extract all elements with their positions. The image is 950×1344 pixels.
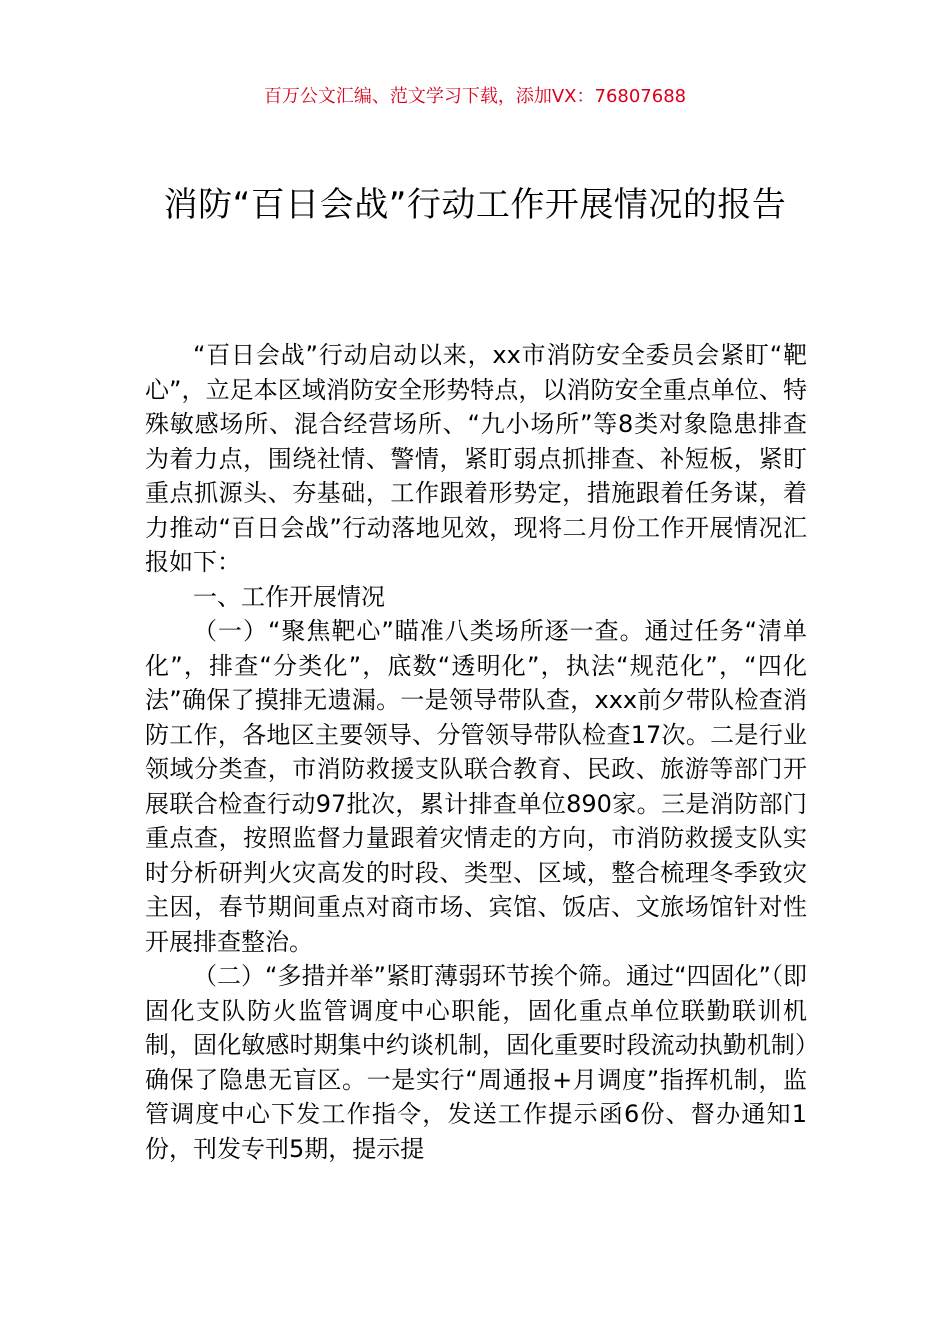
document-body [145, 338, 807, 1166]
paragraph-item-1: （一）“聚焦靶心”瞄准八类场所逐一查。通过任务“清单化”，排查“分类化”，底数“透明化”，执法“规范化”，“四化法”确保了摸排无遗漏。一是领导带队查，xxx前夕带队检查消防工作，各地区主要领导、分管领导带队检查17次。二是行业领域分类查，市消防救援支队联合教育、民政、旅游等部门开展联合检查行动97批次，累计排查单位890家。三是消防部门重点查，按照监督力量跟着灾情走的方向，市消防救援支队实时分析研判火灾高发的时段、类型、区域，整合梳理冬季致灾主因，春节期间重点对商市场、宾馆、饭店、文旅场馆针对性开展排查整治。 [145, 617, 807, 956]
header-note: 百万公文汇编、范文学习下载，添加VX：76807688 [263, 86, 687, 107]
document-title: 消防“百日会战”行动工作开展情况的报告 [163, 185, 787, 225]
paragraph-item-2: （二）“多措并举”紧盯薄弱环节挨个筛。通过“四固化”（即固化支队防火监管调度中心职能，固化重点单位联勤联训机制，固化敏感时期集中约谈机制，固化重要时段流动执勤机制）确保了隐患无盲区。一是实行“周通报+月调度”指挥机制，监管调度中心下发工作指令，发送工作提示函6份、督办通知1份，刊发专刊5期，提示提 [145, 962, 807, 1163]
section-heading: 一、工作开展情况 [193, 582, 385, 611]
paragraph-intro: “百日会战”行动启动以来，xx市消防安全委员会紧盯“靶心”，立足本区域消防安全形势特点，以消防安全重点单位、特殊敏感场所、混合经营场所、“九小场所”等8类对象隐患排查为着力点，围绕社情、警情，紧盯弱点抓排查、补短板，紧盯重点抓源头、夯基础，工作跟着形势定，措施跟着任务谋，着力推动“百日会战”行动落地见效，现将二月份工作开展情况汇报如下： [145, 341, 807, 576]
